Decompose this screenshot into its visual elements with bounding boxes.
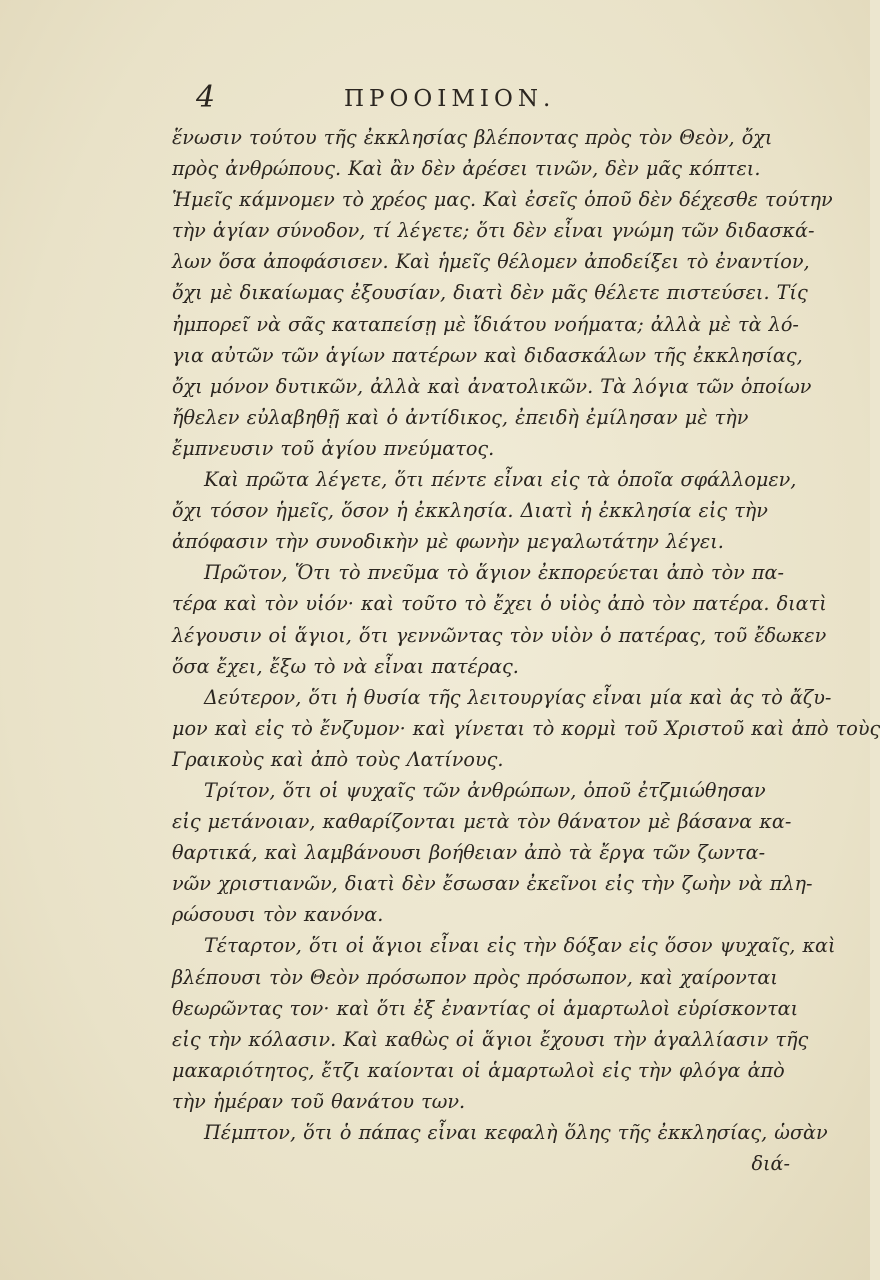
text-line: ἠμπορεῖ νὰ σᾶς καταπείσῃ μὲ ἴδιάτου νοήματα; ἀλλὰ μὲ τὰ λό- (172, 312, 799, 336)
text-line: τέρα καὶ τὸν υἱόν· καὶ τοῦτο τὸ ἔχει ὁ υἱὸς ἀπὸ τὸν πατέρα. διατὶ (172, 592, 827, 616)
text-line: ἔμπνευσιν τοῦ ἁγίου πνεύματος. (172, 436, 495, 460)
text-line: ὄχι μόνον δυτικῶν, ἀλλὰ καὶ ἀνατολικῶν. Τὰ λόγια τῶν ὁποίων (172, 374, 812, 398)
page-number: 4 (196, 80, 216, 115)
paragraph-first-line: Τρίτον, ὅτι οἱ ψυχαῖς τῶν ἀνθρώπων, ὁποῦ ἐτζμιώθησαν (204, 778, 766, 802)
paragraph-first-line: Πρῶτον, Ὅτι τὸ πνεῦμα τὸ ἅγιον ἐκπορεύεται ἀπὸ τὸν πα- (204, 561, 784, 585)
text-line: εἰς μετάνοιαν, καθαρίζονται μετὰ τὸν θάνατον μὲ βάσανα κα- (172, 810, 792, 834)
paragraph-first-line: Καὶ πρῶτα λέγετε, ὅτι πέντε εἶναι εἰς τὰ ὁποῖα σφάλλομεν, (204, 468, 797, 492)
text-line: θεωρῶντας τον· καὶ ὅτι ἐξ ἐναντίας οἱ ἁμαρτωλοὶ εὑρίσκονται (172, 996, 799, 1020)
text-line: για αὐτῶν τῶν ἁγίων πατέρων καὶ διδασκάλων τῆς ἐκκλησίας, (172, 343, 803, 367)
text-line: ὄχι μὲ δικαίωμας ἐξουσίαν, διατὶ δὲν μᾶς θέλετε πιστεύσει. Τίς (172, 281, 808, 305)
paragraph-first-line: Τέταρτον, ὅτι οἱ ἅγιοι εἶναι εἰς τὴν δόξαν εἰς ὅσον ψυχαῖς, καὶ (204, 934, 836, 958)
page-header (0, 80, 870, 124)
body-text (172, 122, 880, 1179)
text-line: Γραικοὺς καὶ ἀπὸ τοὺς Λατίνους. (172, 747, 504, 771)
text-line: ἕνωσιν τούτου τῆς ἐκκλησίας βλέποντας πρὸς τὸν Θεὸν, ὄχι (172, 126, 773, 149)
text-line: μον καὶ εἰς τὸ ἔνζυμον· καὶ γίνεται τὸ κορμὶ τοῦ Χριστοῦ καὶ ἀπὸ τοὺς (172, 716, 880, 740)
text-line: τὴν ἡμέραν τοῦ θανάτου των. (172, 1089, 466, 1113)
text-line: ἀπόφασιν τὴν συνοδικὴν μὲ φωνὴν μεγαλωτάτην λέγει. (172, 530, 724, 554)
paragraph-first-line: Δεύτερον, ὅτι ἡ θυσία τῆς λειτουργίας εἶναι μία καὶ ἀς τὸ ἄζυ- (204, 685, 832, 709)
text-line: λων ὅσα ἀποφάσισεν. Καὶ ἡμεῖς θέλομεν ἀποδείξει τὸ ἐναντίον, (172, 250, 810, 274)
text-line: θαρτικά, καὶ λαμβάνουσι βοήθειαν ἀπὸ τὰ ἔργα τῶν ζωντα- (172, 841, 766, 865)
text-line: πρὸς ἀνθρώπους. Καὶ ἂν δὲν ἀρέσει τινῶν, δὲν μᾶς κόπτει. (172, 157, 761, 181)
catchword: διά- (751, 1152, 790, 1176)
text-line: νῶν χριστιανῶν, διατὶ δὲν ἔσωσαν ἐκεῖνοι εἰς τὴν ζωὴν νὰ πλη- (172, 872, 813, 896)
running-title: ΠΡΟΟΙΜΙΟΝ. (344, 86, 556, 112)
text-line: εἰς τὴν κόλασιν. Καὶ καθὼς οἱ ἅγιοι ἔχουσι τὴν ἀγαλλίασιν τῆς (172, 1027, 809, 1051)
text-line: βλέπουσι τὸν Θεὸν πρόσωπον πρὸς πρόσωπον, καὶ χαίρονται (172, 965, 778, 989)
text-line: ὄχι τόσον ἡμεῖς, ὅσον ἡ ἐκκλησία. Διατὶ ἡ ἐκκλησία εἰς τὴν (172, 499, 768, 523)
text-line: τὴν ἁγίαν σύνοδον, τί λέγετε; ὅτι δὲν εἶναι γνώμη τῶν διδασκά- (172, 219, 815, 243)
text-line: ὅσα ἔχει, ἔξω τὸ νὰ εἶναι πατέρας. (172, 654, 519, 678)
text-line: Ἡμεῖς κάμνομεν τὸ χρέος μας. Καὶ ἐσεῖς ὁποῦ δὲν δέχεσθε τούτην (172, 188, 833, 212)
text-line: ρώσουσι τὸν κανόνα. (172, 903, 384, 927)
text-line: μακαριότητος, ἔτζι καίονται οἱ ἁμαρτωλοὶ εἰς τὴν φλόγα ἀπὸ (172, 1058, 785, 1082)
paragraph-first-line: Πέμπτον, ὅτι ὁ πάπας εἶναι κεφαλὴ ὅλης τῆς ἐκκλησίας, ὡσὰν (204, 1121, 828, 1144)
text-line: λέγουσιν οἱ ἅγιοι, ὅτι γεννῶντας τὸν υἱὸν ὁ πατέρας, τοῦ ἔδωκεν (172, 623, 827, 647)
text-line: ἤθελεν εὐλαβηθῇ καὶ ὁ ἀντίδικος, ἐπειδὴ ἐμίλησαν μὲ τὴν (172, 405, 749, 429)
